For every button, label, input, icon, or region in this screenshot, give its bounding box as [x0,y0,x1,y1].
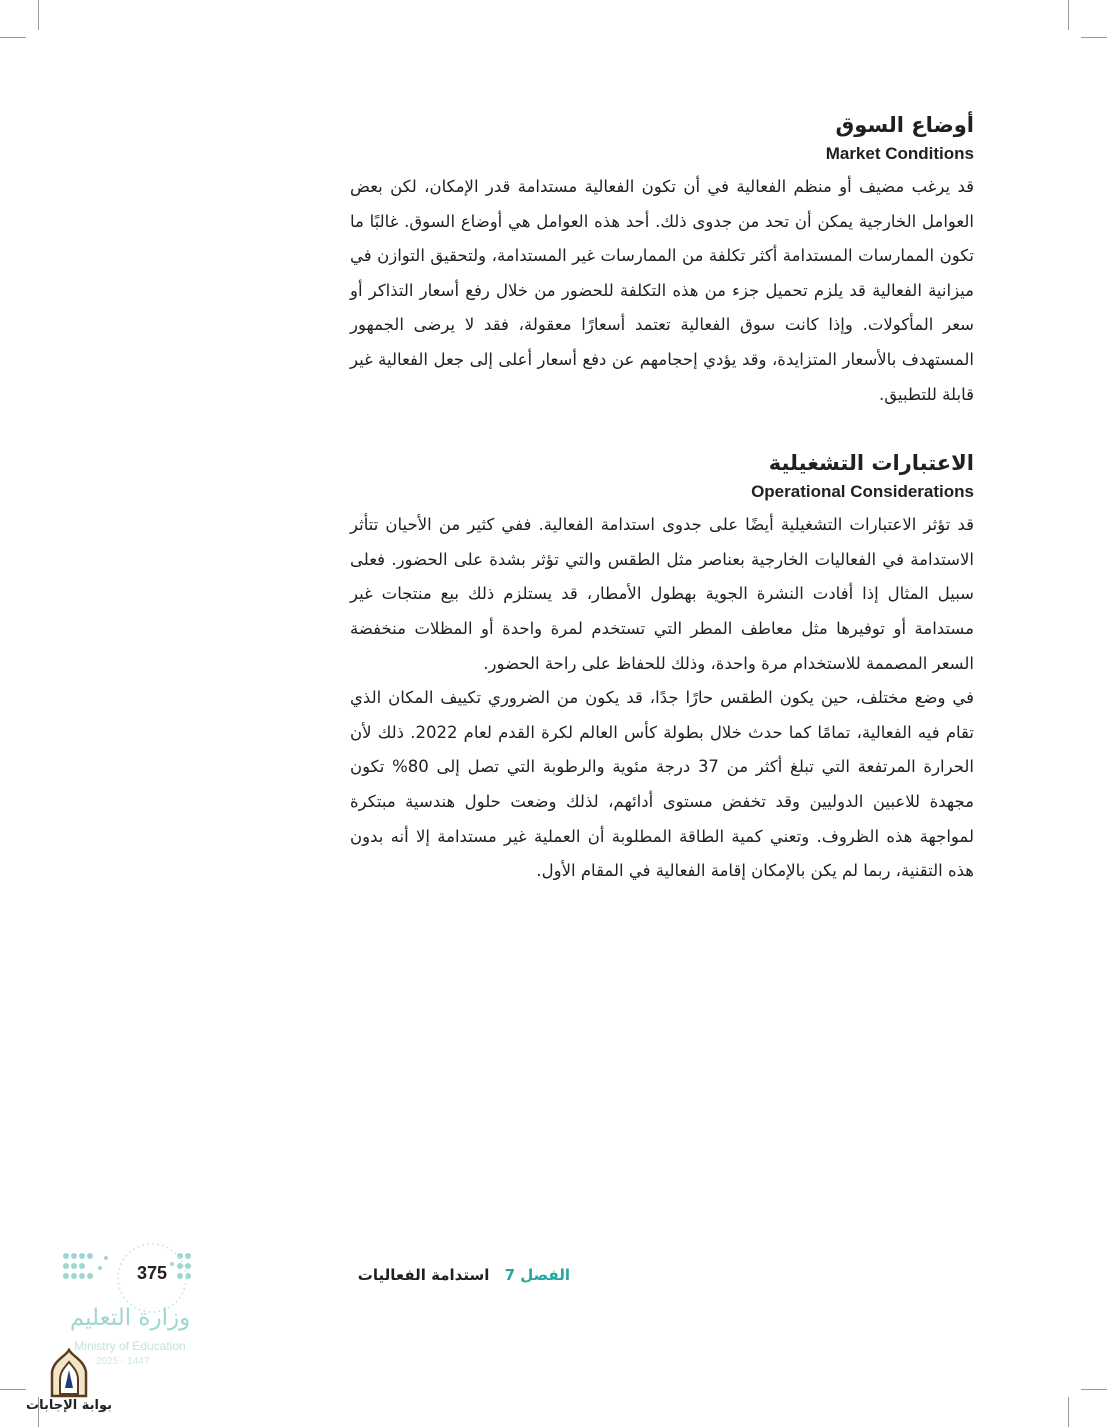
crop-mark [38,0,39,30]
section-operational-considerations [350,446,974,889]
paragraph: قد يرغب مضيف أو منظم الفعالية في أن تكون الفعالية مستدامة قدر الإمكان، لكن بعض العوامل الخارجية يمكن أن تحد من جدوى ذلك. أحد هذه العوامل هي أوضاع السوق. غالبًا ما تكون الممارسات المستدامة أكثر تكلفة من الممارسات غير المستدامة، ولتحقيق التوازن في ميزانية الفعالية قد يلزم تحميل جزء من هذه التكلفة للحضور من خلال رفع أسعار التذاكر أو سعر المأكولات. وإذا كانت سوق الفعالية تعتمد أسعارًا معقولة، فقد لا يرضى الجمهور المستهدف بالأسعار المتزايدة، وقد يؤدي إحجامهم عن دفع أسعار أعلى إلى جعل الفعالية غير قابلة للتطبيق. [350,177,974,404]
footer-chapter-title [350,1266,570,1284]
ministry-name-en: Ministry of Education [74,1339,186,1353]
crop-mark [1081,37,1107,38]
footer-title: استدامة الفعاليات [357,1266,490,1284]
section-market-conditions [350,108,974,412]
section-heading-ar: الاعتبارات التشغيلية [768,451,974,476]
crop-mark [1068,0,1069,30]
ministry-name-ar: وزارة التعليم [69,1305,191,1331]
watermark-mosque-icon [46,1348,92,1400]
watermark-text: بوابة الإجابات [26,1398,112,1413]
ministry-year: 2025 - 1447 [96,1356,150,1367]
paragraph: قد تؤثر الاعتبارات التشغيلية أيضًا على جدوى استدامة الفعالية. ففي كثير من الأحيان تتأثر الاستدامة في الفعاليات الخارجية بعناصر مثل الطقس والتي تؤثر بشدة على الحضور. فعلى سبيل المثال إذا أفادت النشرة الجوية بهطول الأمطار، قد يستلزم ذلك بيع منتجات غير مستدامة أو توفيرها مثل معاطف المطر التي تستخدم لمرة واحدة أو المظلات منخفضة السعر المصممة للاستخدام مرة واحدة، وذلك للحفاظ على راحة الحضور. [350,515,974,673]
crop-mark [1081,1389,1107,1390]
crop-mark [0,1389,26,1390]
section-heading-en: Operational Considerations [751,482,974,502]
footer-chapter: الفصل 7 [504,1266,570,1284]
section-heading-en: Market Conditions [825,144,974,163]
page-body [350,108,974,889]
section-heading-ar: أوضاع السوق [835,113,974,137]
paragraph: في وضع مختلف، حين يكون الطقس حارًا جدًا، قد يكون من الضروري تكييف المكان الذي تقام فيه الفعالية، تمامًا كما حدث خلال بطولة كأس العالم لكرة القدم لعام 2022. ذلك لأن الحرارة المرتفعة التي تبلغ أكثر من 37 درجة مئوية والرطوبة التي تصل إلى 80% تكون مجهدة للاعبين الدوليين وقد تخفض مستوى أدائهم، لذلك وضعت حلول هندسية مبتكرة لمواجهة هذه الظروف. وتعني كمية الطاقة المطلوبة أن العملية غير مستدامة إلا أنه بدون هذه التقنية، ربما لم يكن بالإمكان إقامة الفعالية في المقام الأول. [350,688,975,881]
crop-mark [1068,1397,1069,1427]
crop-mark [0,37,26,38]
page-number: 375 [136,1263,168,1283]
